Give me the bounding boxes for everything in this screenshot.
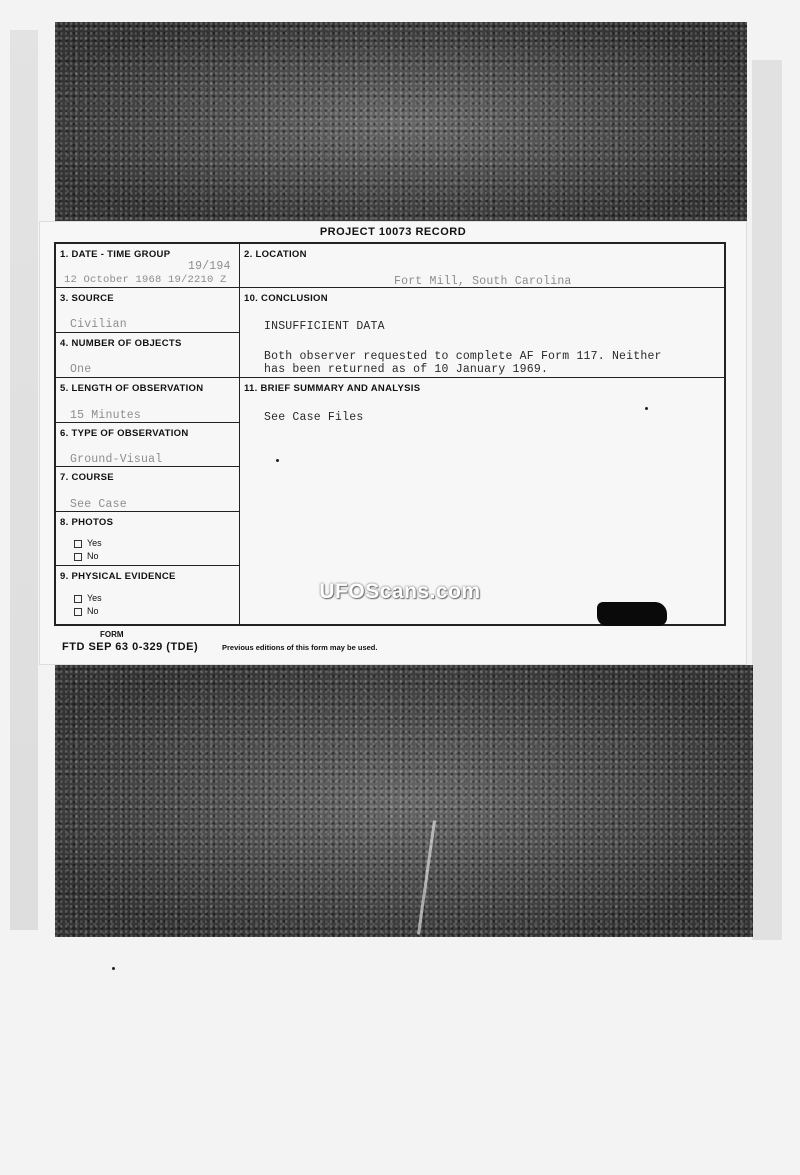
scan-edge-left [10,30,38,930]
evidence-no-option [74,606,99,616]
checkbox-icon [74,540,82,548]
evidence-yes-option [74,593,102,603]
photos-label: 8. PHOTOS [60,517,114,528]
date-time-value: 12 October 1968 19/2210 Z [64,274,227,286]
summary-value: See Case Files [264,411,364,424]
course-cell [56,467,240,512]
objects-label: 4. NUMBER OF OBJECTS [60,338,182,349]
checkbox-icon [74,595,82,603]
scan-edge-right [752,60,782,940]
conclusion-label: 10. CONCLUSION [244,293,328,304]
type-label: 6. TYPE OF OBSERVATION [60,428,189,439]
length-cell [56,378,240,423]
date-time-cell [56,244,240,288]
location-cell [240,244,726,288]
source-value: Civilian [70,318,127,331]
checkbox-icon [74,553,82,561]
speck [645,407,648,410]
course-value: See Case [70,498,127,511]
evidence-yes-text: Yes [87,593,102,603]
photos-yes-option [74,538,102,548]
date-time-label: 1. DATE - TIME GROUP [60,249,171,260]
location-value: Fort Mill, South Carolina [394,275,572,288]
summary-label: 11. BRIEF SUMMARY AND ANALYSIS [244,383,421,394]
record-grid [54,242,726,626]
photos-yes-text: Yes [87,538,102,548]
photos-no-option [74,551,99,561]
photos-no-text: No [87,551,99,561]
physical-evidence-cell [56,566,240,624]
objects-cell [56,333,240,378]
redaction-mark [597,602,667,626]
length-value: 15 Minutes [70,409,142,422]
conclusion-cell [240,288,726,378]
conclusion-note-line2: has been returned as of 10 January 1969. [264,363,549,376]
record-title: PROJECT 10073 RECORD [319,226,467,238]
source-cell [56,288,240,333]
source-label: 3. SOURCE [60,293,114,304]
photos-cell [56,512,240,566]
type-value: Ground-Visual [70,453,163,466]
scan-noise-bottom [55,665,753,937]
conclusion-value: INSUFFICIENT DATA [264,320,385,333]
course-label: 7. COURSE [60,472,114,483]
type-cell [56,423,240,467]
objects-value: One [70,363,92,376]
speck [276,459,279,462]
speck [112,967,115,970]
length-label: 5. LENGTH OF OBSERVATION [60,383,204,394]
evidence-no-text: No [87,606,99,616]
conclusion-note-line1: Both observer requested to complete AF Form 117. Neither [264,350,662,363]
physical-evidence-label: 9. PHYSICAL EVIDENCE [60,571,176,582]
date-time-local: 19/194 [188,260,231,273]
watermark: UFOScans.com [319,580,481,603]
footer-form-word: FORM [100,630,124,639]
checkbox-icon [74,608,82,616]
scan-noise-top [55,22,747,222]
location-label: 2. LOCATION [244,249,307,260]
footer-form-code: FTD SEP 63 0-329 (TDE) [62,641,199,653]
footer-note: Previous editions of this form may be used. [222,643,378,652]
